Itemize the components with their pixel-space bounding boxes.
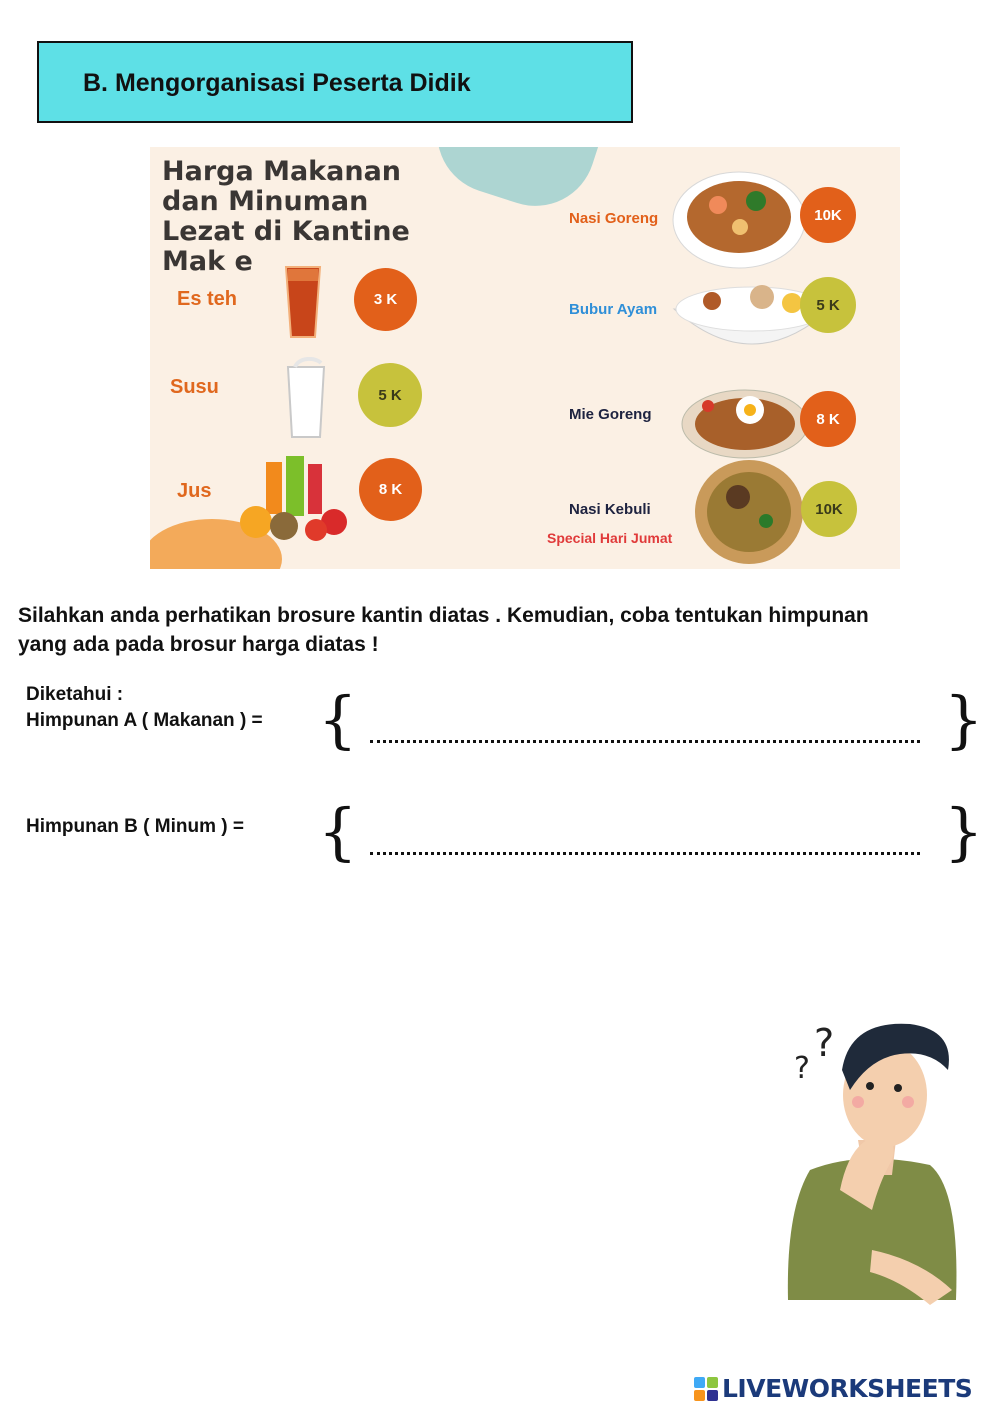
juice-fruits-image	[238, 452, 360, 544]
svg-text:?: ?	[814, 1021, 835, 1065]
food-name-nasi-goreng: Nasi Goreng	[569, 210, 659, 227]
drink-name-es-teh: Es teh	[177, 288, 238, 310]
price-badge: 3 K	[354, 268, 417, 331]
set-b-answer-line[interactable]	[370, 852, 920, 855]
price-badge: 5 K	[358, 363, 422, 427]
fried-noodles-image	[680, 380, 810, 460]
food-name-mie-goreng: Mie Goreng	[569, 406, 652, 423]
close-brace: }	[944, 683, 984, 756]
price-badge: 5 K	[800, 277, 856, 333]
food-name-bubur-ayam: Bubur Ayam	[569, 301, 658, 318]
set-b-label: Himpunan B ( Minum ) =	[26, 816, 244, 837]
thinking-person-illustration	[780, 1010, 980, 1310]
drink-name-jus: Jus	[177, 480, 212, 502]
logo-text: LIVEWORKSHEETS	[722, 1374, 973, 1403]
price-badge: 8 K	[800, 391, 856, 447]
set-a-label: Himpunan A ( Makanan ) =	[26, 710, 263, 731]
price-badge: 10K	[801, 481, 857, 537]
section-header-box	[37, 41, 633, 123]
instruction-text: Silahkan anda perhatikan brosure kantin diatas . Kemudian, coba tentukan himpunan yang ada pada brosur harga diatas !	[18, 604, 869, 656]
close-brace: }	[944, 795, 984, 868]
open-brace: {	[318, 795, 358, 868]
known-label: Diketahui :	[26, 684, 124, 705]
canteen-brochure	[150, 147, 900, 569]
brochure-title-line: Mak e	[162, 246, 253, 277]
kebuli-rice-image	[694, 459, 804, 565]
price-badge: 8 K	[359, 458, 422, 521]
liveworksheets-logo	[694, 1374, 972, 1403]
logo-grid-icon	[694, 1377, 718, 1401]
brochure-title-line: dan Minuman	[162, 186, 369, 217]
open-brace: {	[318, 683, 358, 756]
drink-name-susu: Susu	[170, 376, 219, 398]
brochure-title-line: Harga Makanan	[162, 156, 402, 187]
special-friday-label: Special Hari Jumat	[547, 530, 673, 546]
section-title: B. Mengorganisasi Peserta Didik	[83, 69, 471, 97]
iced-tea-image	[282, 263, 324, 341]
food-name-nasi-kebuli: Nasi Kebuli	[569, 501, 651, 518]
price-badge: 10K	[800, 187, 856, 243]
milk-glass-image	[285, 357, 327, 441]
brochure-title	[162, 157, 410, 277]
fried-rice-image	[670, 165, 808, 270]
svg-text:?: ?	[794, 1051, 810, 1086]
set-a-answer-line[interactable]	[370, 740, 920, 743]
brochure-title-line: Lezat di Kantine	[162, 216, 410, 247]
